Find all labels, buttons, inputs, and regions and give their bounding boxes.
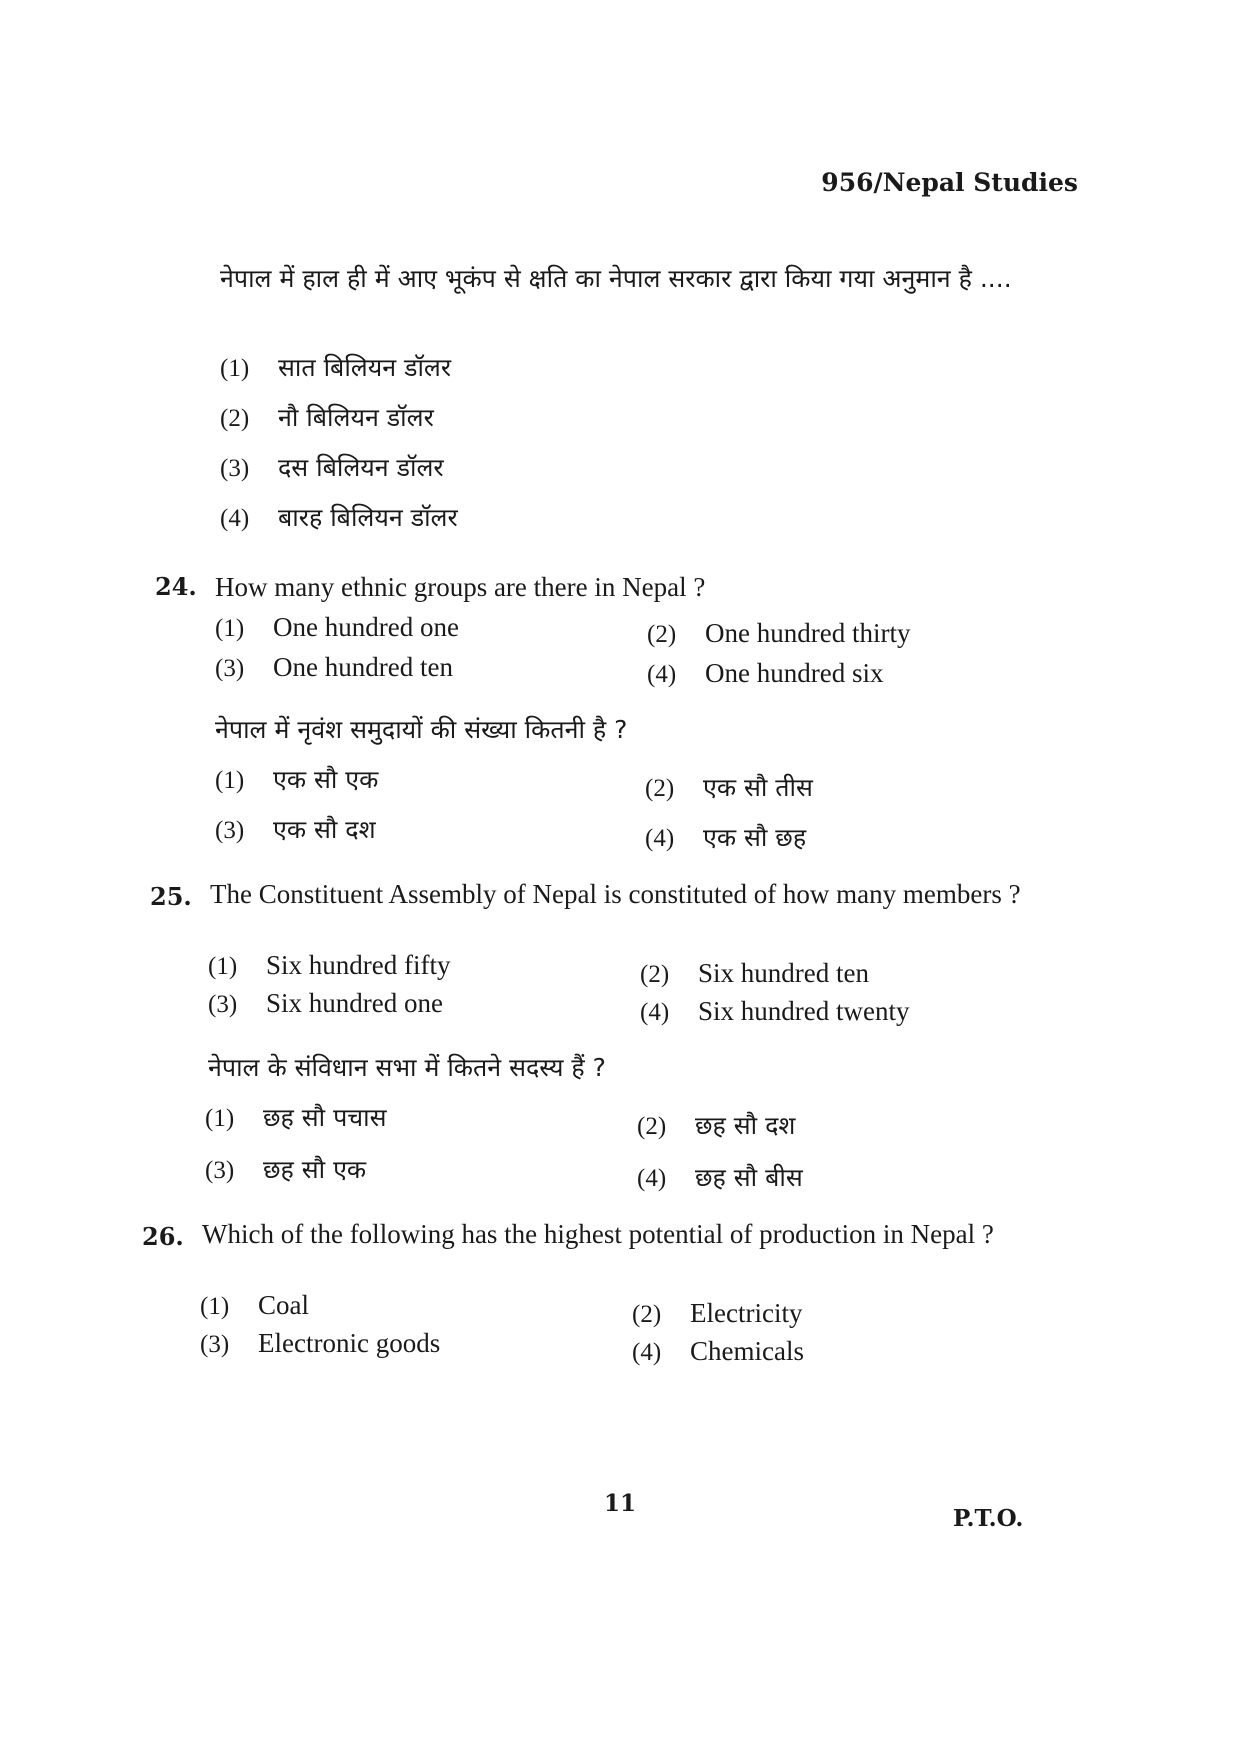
option-number: (2) xyxy=(632,1301,662,1328)
q24-option-4-english xyxy=(647,658,883,689)
q25-option-1-hindi xyxy=(205,1100,387,1134)
option-text: One hundred six xyxy=(705,658,884,688)
option-number: (2) xyxy=(220,405,250,432)
option-number: (4) xyxy=(632,1339,662,1366)
option-number: (1) xyxy=(215,767,245,794)
q25-number: 25. xyxy=(150,882,192,911)
option-number: (3) xyxy=(215,655,245,682)
q24-option-2-english xyxy=(647,618,910,649)
q24-option-4-hindi xyxy=(645,820,806,854)
option-number: (1) xyxy=(220,355,250,382)
option-number: (4) xyxy=(637,1165,667,1192)
q23-option-4-hindi xyxy=(220,500,458,534)
option-text: Six hundred ten xyxy=(698,958,869,988)
option-text: नौ बिलियन डॉलर xyxy=(278,403,434,432)
option-number: (3) xyxy=(208,991,238,1018)
option-text: सात बिलियन डॉलर xyxy=(278,353,452,382)
option-text: Chemicals xyxy=(690,1336,804,1366)
option-number: (2) xyxy=(645,775,675,802)
q25-option-2-english xyxy=(640,958,869,989)
option-text: एक सौ दश xyxy=(273,815,376,844)
please-turn-over: P.T.O. xyxy=(953,1505,1024,1532)
q24-stem-english: How many ethnic groups are there in Nepal ? xyxy=(215,572,706,602)
q24-option-3-english xyxy=(215,652,453,683)
q23-option-1-hindi xyxy=(220,350,451,384)
q25-option-4-hindi xyxy=(637,1160,803,1194)
q24-option-2-hindi xyxy=(645,770,813,804)
q25-stem-english: The Constituent Assembly of Nepal is constituted of how many members ? xyxy=(210,879,1021,909)
option-number: (2) xyxy=(637,1113,667,1140)
option-text: Electronic goods xyxy=(258,1328,441,1358)
q25-stem-hindi: नेपाल के संविधान सभा में कितने सदस्य हैं ? xyxy=(208,1053,606,1082)
option-text: छह सौ एक xyxy=(263,1155,367,1184)
option-text: एक सौ छह xyxy=(703,823,807,852)
option-text: Six hundred fifty xyxy=(266,950,451,980)
option-text: बारह बिलियन डॉलर xyxy=(278,503,458,532)
option-text: छह सौ पचास xyxy=(263,1103,387,1132)
q23-stem-hindi: नेपाल में हाल ही में आए भूकंप से क्षति का नेपाल सरकार द्वारा किया गया अनुमान है .... xyxy=(220,264,1012,293)
option-number: (1) xyxy=(215,615,245,642)
q26-stem-english: Which of the following has the highest potential of production in Nepal ? xyxy=(202,1219,994,1249)
q23-option-3-hindi xyxy=(220,450,444,484)
option-number: (1) xyxy=(208,953,238,980)
option-number: (4) xyxy=(647,661,677,688)
option-text: One hundred thirty xyxy=(705,618,911,648)
q25-option-1-english xyxy=(208,950,450,981)
option-text: दस बिलियन डॉलर xyxy=(278,453,444,482)
option-text: एक सौ एक xyxy=(273,765,379,794)
option-text: छह सौ दश xyxy=(695,1111,796,1140)
option-number: (2) xyxy=(647,621,677,648)
q26-option-4-english xyxy=(632,1336,804,1367)
option-number: (3) xyxy=(215,817,245,844)
option-number: (1) xyxy=(205,1105,235,1132)
q26-number: 26. xyxy=(142,1222,184,1251)
option-number: (4) xyxy=(645,825,675,852)
q26-option-2-english xyxy=(632,1298,802,1329)
q24-option-1-english xyxy=(215,612,459,643)
q24-option-3-hindi xyxy=(215,812,376,846)
option-number: (4) xyxy=(640,999,670,1026)
option-number: (3) xyxy=(220,455,250,482)
q25-option-4-english xyxy=(640,996,909,1027)
option-text: One hundred one xyxy=(273,612,459,642)
option-text: Electricity xyxy=(690,1298,803,1328)
q26-option-3-english xyxy=(200,1328,440,1359)
q25-option-2-hindi xyxy=(637,1108,795,1142)
q24-stem-hindi: नेपाल में नृवंश समुदायों की संख्या कितनी है ? xyxy=(215,715,628,744)
q23-option-2-hindi xyxy=(220,400,434,434)
option-number: (1) xyxy=(200,1293,230,1320)
q26-option-1-english xyxy=(200,1290,309,1321)
option-text: One hundred ten xyxy=(273,652,453,682)
option-number: (2) xyxy=(640,961,670,988)
q25-option-3-english xyxy=(208,988,443,1019)
page-number: 11 xyxy=(603,1490,636,1517)
option-text: एक सौ तीस xyxy=(703,773,813,802)
option-number: (3) xyxy=(205,1157,235,1184)
option-number: (4) xyxy=(220,505,250,532)
q24-option-1-hindi xyxy=(215,762,378,796)
option-text: Six hundred twenty xyxy=(698,996,910,1026)
q24-number: 24. xyxy=(155,572,197,601)
q25-option-3-hindi xyxy=(205,1152,366,1186)
option-text: छह सौ बीस xyxy=(695,1163,803,1192)
option-text: Six hundred one xyxy=(266,988,443,1018)
option-number: (3) xyxy=(200,1331,230,1358)
option-text: Coal xyxy=(258,1290,309,1320)
paper-code-header: 956/Nepal Studies xyxy=(821,168,1078,197)
